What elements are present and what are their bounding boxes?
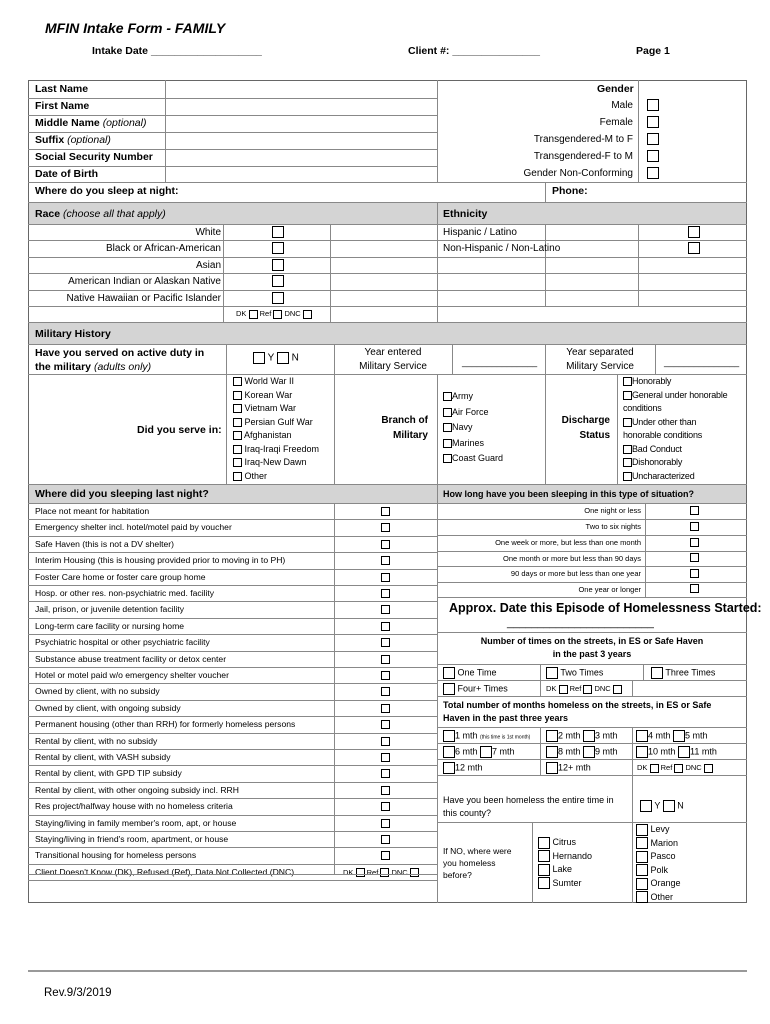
sleeping-option-label: Res project/halfway house with no homeless criteria <box>35 801 233 812</box>
howlong-checkbox[interactable] <box>690 538 699 547</box>
row-divider <box>28 536 438 537</box>
months-checkbox[interactable] <box>443 730 455 742</box>
howlong-checkbox[interactable] <box>690 553 699 562</box>
race-label: Race (choose all that apply) <box>35 208 166 220</box>
months-8-9: 8 mth 9 mth <box>546 746 618 758</box>
sleeping-option-label: Foster Care home or foster care group home <box>35 571 206 582</box>
gender-option-label: Female <box>599 117 633 128</box>
howlong-checkbox[interactable] <box>690 569 699 578</box>
war-checkbox[interactable] <box>233 431 242 440</box>
discharge-list: Honorably General under honorable conditions Under other than honorable conditions Bad Conduct Dishonorably Uncharacterized <box>623 376 728 481</box>
months-label: Total number of months homeless on the streets, in ES or Safe <box>443 700 712 710</box>
row-divider <box>28 634 438 635</box>
discharge-checkbox[interactable] <box>623 391 632 400</box>
sleeping-option-label: Long-term care facility or nursing home <box>35 620 185 631</box>
gender-checkbox[interactable] <box>647 150 659 162</box>
sleeping-option-label: Safe Haven (this is not a DV shelter) <box>35 538 174 549</box>
howlong-option-label: One year or longer <box>578 585 641 594</box>
year-separated-input[interactable]: _______________ <box>664 357 740 367</box>
sleeping-dk-ref-dnc: DK Ref DNC <box>343 868 419 878</box>
row-divider <box>28 749 438 750</box>
times-label: Number of times on the streets, in ES or Safe Haven <box>480 636 704 646</box>
gender-checkbox[interactable] <box>647 167 659 179</box>
last-name-input[interactable] <box>167 81 437 97</box>
county-list-2: Levy Marion Pasco Polk Orange Other <box>636 823 681 904</box>
race-dk-checkbox[interactable] <box>249 310 258 319</box>
row-divider <box>28 667 438 668</box>
howlong-option-label: One week or more, but less than one month <box>495 538 641 547</box>
months-checkbox[interactable] <box>443 746 455 758</box>
gender-option-label: Transgendered-M to F <box>533 134 633 145</box>
months-checkbox[interactable] <box>636 746 648 758</box>
race-option-label: Black or African-American <box>105 243 221 254</box>
suffix-input[interactable] <box>167 133 437 149</box>
intake-date-field[interactable]: Intake Date ___________________ <box>92 45 262 57</box>
sleeping-option-label: Client Doesn't Know (DK), Refused (Ref), Data Not Collected (DNC) <box>35 866 295 877</box>
months-checkbox[interactable] <box>678 746 690 758</box>
county-checkbox[interactable] <box>636 891 648 903</box>
where-before-question-3: before? <box>443 870 472 880</box>
sleeping-option-label: Owned by client, with no subsidy <box>35 686 160 697</box>
howlong-checkbox[interactable] <box>690 584 699 593</box>
served-question: Have you served on active duty in <box>35 347 205 359</box>
sleeping-dk-checkbox[interactable] <box>356 868 365 877</box>
sleeping-checkbox[interactable] <box>381 835 390 844</box>
war-checkbox[interactable] <box>233 418 242 427</box>
discharge-label-2: Status <box>579 430 610 441</box>
episode-date-input[interactable]: ________________________ <box>507 617 654 629</box>
year-entered-label: Year entered <box>364 347 422 358</box>
military-header-bar <box>29 323 746 344</box>
times-dk-checkbox[interactable] <box>559 685 568 694</box>
did-serve-label: Did you serve in: <box>137 424 222 436</box>
sleeping-checkbox[interactable] <box>381 573 390 582</box>
sleeping-option-label: Staying/living in friend's room, apartment, or house <box>35 834 229 844</box>
months-ref-checkbox[interactable] <box>674 764 683 773</box>
dob-input[interactable] <box>167 167 437 183</box>
months-dk-checkbox[interactable] <box>650 764 659 773</box>
row-divider <box>28 716 438 717</box>
race-option-label: White <box>195 227 221 238</box>
ssn-input[interactable] <box>167 150 437 166</box>
sleeping-checkbox[interactable] <box>381 704 390 713</box>
sleeping-checkbox[interactable] <box>381 720 390 729</box>
sleeping-option-label: Staying/living in family member's room, apt, or house <box>35 817 237 828</box>
sleeping-checkbox[interactable] <box>381 769 390 778</box>
branch-checkbox[interactable] <box>443 423 452 432</box>
ethnicity-option-label: Hispanic / Latino <box>443 227 517 238</box>
sleeping-checkbox[interactable] <box>381 753 390 762</box>
months-2-3: 2 mth 3 mth <box>546 730 618 742</box>
ethnicity-checkbox[interactable] <box>688 226 700 238</box>
discharge-label: Discharge <box>561 415 610 426</box>
gender-checkbox[interactable] <box>647 133 659 145</box>
wars-list: World War II Korean War Vietnam War Persian Gulf War Afghanistan Iraq-Iraqi Freedom Iraq-New Dawn Other <box>233 375 319 483</box>
year-entered-label-2: Military Service <box>359 361 427 372</box>
times-three: Three Times <box>651 667 715 679</box>
discharge-checkbox[interactable] <box>623 458 632 467</box>
row-divider <box>28 831 438 832</box>
race-checkbox[interactable] <box>272 275 284 287</box>
row-divider <box>28 782 438 783</box>
entire-county-yn: Y N <box>640 800 684 812</box>
war-checkbox[interactable] <box>233 458 242 467</box>
sleeping-checkbox[interactable] <box>381 687 390 696</box>
row-divider <box>28 815 438 816</box>
sleeping-option-label: Substance abuse treatment facility or detox center <box>35 653 227 664</box>
county-checkbox[interactable] <box>636 878 648 890</box>
row-divider <box>28 798 438 799</box>
race-checkbox[interactable] <box>272 259 284 271</box>
months-checkbox[interactable] <box>480 746 492 758</box>
howlong-checkbox[interactable] <box>690 506 699 515</box>
ethnicity-checkbox[interactable] <box>688 242 700 254</box>
ethnicity-label: Ethnicity <box>443 208 488 220</box>
sleeping-checkbox[interactable] <box>381 556 390 565</box>
row-divider <box>28 618 438 619</box>
sleeping-option-label: Owned by client, with ongoing subsidy <box>35 702 181 713</box>
row-divider <box>28 552 438 553</box>
county-list-1: Citrus Hernando Lake Sumter <box>538 836 592 890</box>
times-label-2: in the past 3 years <box>552 649 632 659</box>
sleeping-checkbox[interactable] <box>381 802 390 811</box>
revision-date: Rev.9/3/2019 <box>44 987 112 999</box>
where-before-question: If NO, where were <box>443 846 512 856</box>
county-checkbox[interactable] <box>636 824 648 836</box>
race-option-label: Asian <box>195 260 221 271</box>
sleeping-ref-checkbox[interactable] <box>380 868 389 877</box>
race-dnc-checkbox[interactable] <box>303 310 312 319</box>
form-title: MFIN Intake Form - FAMILY <box>45 20 226 36</box>
branch-label: Branch of <box>381 415 428 426</box>
row-divider <box>28 847 438 848</box>
sleeping-option-label: Psychiatric hospital or other psychiatric facility <box>35 637 210 648</box>
suffix-label: Suffix (optional) <box>35 134 111 146</box>
county-checkbox[interactable] <box>538 837 550 849</box>
months-1: 1 mth (this time is 1st month) <box>443 730 530 742</box>
middle-name-label: Middle Name (optional) <box>35 117 147 129</box>
times-four: Four+ Times <box>443 683 508 695</box>
months-checkbox[interactable] <box>546 730 558 742</box>
entire-no-checkbox[interactable] <box>663 800 675 812</box>
months-checkbox[interactable] <box>443 762 455 774</box>
times-one: One Time <box>443 667 497 679</box>
client-number-field[interactable]: Client #: _______________ <box>408 45 540 57</box>
race-checkbox[interactable] <box>272 242 284 254</box>
row-divider <box>28 733 438 734</box>
county-checkbox[interactable] <box>636 864 648 876</box>
county-checkbox[interactable] <box>538 877 550 889</box>
race-ref-checkbox[interactable] <box>273 310 282 319</box>
sleeping-dnc-checkbox[interactable] <box>410 868 419 877</box>
sleeping-checkbox[interactable] <box>381 655 390 664</box>
sleeping-checkbox[interactable] <box>381 589 390 598</box>
dob-label: Date of Birth <box>35 168 98 180</box>
sleeping-option-label: Transitional housing for homeless persons <box>35 850 197 861</box>
howlong-label: How long have you been sleeping in this type of situation? <box>443 489 695 499</box>
race-checkbox[interactable] <box>272 292 284 304</box>
last-name-label: Last Name <box>35 83 89 95</box>
months-6-7: 6 mth 7 mth <box>443 746 515 758</box>
race-dk-ref-dnc: DK Ref DNC <box>236 309 312 319</box>
page-number: Page 1 <box>636 45 670 57</box>
race-option-label: Native Hawaiian or Pacific Islander <box>66 293 221 304</box>
sleeping-checkbox[interactable] <box>381 622 390 631</box>
row-divider <box>28 569 438 570</box>
entire-county-question: Have you been homeless the entire time in <box>443 795 614 805</box>
served-yn: Y N <box>253 352 299 364</box>
branch-list: Army Air Force Navy Marines Coast Guard <box>443 389 503 467</box>
row-divider <box>28 651 438 652</box>
sleeping-option-label: Rental by client, with other ongoing subsidy incl. RRH <box>35 784 239 795</box>
sleeping-option-label: Rental by client, with no subsidy <box>35 735 158 746</box>
phone-label: Phone: <box>552 185 588 197</box>
discharge-checkbox[interactable] <box>623 445 632 454</box>
sleeping-label: Where did you sleeping last night? <box>35 488 209 500</box>
first-name-label: First Name <box>35 100 90 112</box>
times-three-checkbox[interactable] <box>651 667 663 679</box>
row-divider <box>28 601 438 602</box>
row-divider <box>28 683 438 684</box>
months-checkbox[interactable] <box>673 730 685 742</box>
times-one-checkbox[interactable] <box>443 667 455 679</box>
row-divider <box>28 864 438 865</box>
gender-option-label: Gender Non-Conforming <box>523 168 633 179</box>
sleeping-option-label: Rental by client, with VASH subsidy <box>35 752 171 762</box>
times-ref-checkbox[interactable] <box>583 685 592 694</box>
months-12: 12 mth <box>443 762 483 774</box>
sleeping-checkbox[interactable] <box>381 507 390 516</box>
ssn-label: Social Security Number <box>35 151 153 163</box>
war-checkbox[interactable] <box>233 472 242 481</box>
year-entered-input[interactable]: _______________ <box>462 357 538 367</box>
discharge-checkbox[interactable] <box>623 377 632 386</box>
branch-checkbox[interactable] <box>443 454 452 463</box>
race-option-label: American Indian or Alaskan Native <box>68 276 221 287</box>
sleeping-option-label: Hosp. or other res. non-psychiatric med. facility <box>35 588 215 598</box>
howlong-option-label: Two to six nights <box>585 522 641 531</box>
entire-yes-checkbox[interactable] <box>640 800 652 812</box>
served-question-2: the military (adults only) <box>35 361 152 373</box>
months-10-11: 10 mth 11 mth <box>636 746 717 758</box>
war-checkbox[interactable] <box>233 391 242 400</box>
war-checkbox[interactable] <box>233 404 242 413</box>
first-name-input[interactable] <box>167 99 437 115</box>
times-four-checkbox[interactable] <box>443 683 455 695</box>
times-two: Two Times <box>546 667 603 679</box>
months-12plus: 12+ mth <box>546 762 591 774</box>
episode-label: Approx. Date this Episode of Homelessness Started: <box>449 601 762 615</box>
war-checkbox[interactable] <box>233 377 242 386</box>
sleeping-checkbox[interactable] <box>381 737 390 746</box>
months-label-2: Haven in the past three years <box>443 713 569 723</box>
months-checkbox[interactable] <box>546 746 558 758</box>
sleeping-checkbox[interactable] <box>381 786 390 795</box>
war-checkbox[interactable] <box>233 445 242 454</box>
months-4-5: 4 mth 5 mth <box>636 730 708 742</box>
howlong-option-label: One month or more but less than 90 days <box>503 554 641 563</box>
sleeping-option-label: Hotel or motel paid w/o emergency shelter voucher <box>35 670 229 680</box>
times-dnc-checkbox[interactable] <box>613 685 622 694</box>
year-separated-label: Year separated <box>566 347 634 358</box>
sleeping-checkbox[interactable] <box>381 605 390 614</box>
branch-checkbox[interactable] <box>443 392 452 401</box>
middle-name-input[interactable] <box>167 116 437 132</box>
row-divider <box>28 519 438 520</box>
sleeping-option-label: Place not meant for habitation <box>35 506 150 516</box>
months-checkbox[interactable] <box>636 730 648 742</box>
sleeping-checkbox[interactable] <box>381 819 390 828</box>
discharge-checkbox[interactable] <box>623 472 632 481</box>
gender-option-label: Male <box>611 100 633 111</box>
gender-label: Gender <box>597 83 634 95</box>
months-checkbox[interactable] <box>583 746 595 758</box>
months-dnc-checkbox[interactable] <box>704 764 713 773</box>
sleeping-checkbox[interactable] <box>381 523 390 532</box>
discharge-checkbox[interactable] <box>623 418 632 427</box>
months-checkbox[interactable] <box>546 762 558 774</box>
row-divider <box>28 880 438 881</box>
howlong-checkbox[interactable] <box>690 522 699 531</box>
county-checkbox[interactable] <box>636 851 648 863</box>
howlong-option-label: One night or less <box>584 506 641 515</box>
race-checkbox[interactable] <box>272 226 284 238</box>
times-two-checkbox[interactable] <box>546 667 558 679</box>
sleeping-checkbox[interactable] <box>381 671 390 680</box>
row-divider <box>28 585 438 586</box>
branch-checkbox[interactable] <box>443 439 452 448</box>
sleeping-option-label: Interim Housing (this is housing provided prior to moving in to PH) <box>35 555 286 566</box>
months-dk-ref-dnc: DK Ref DNC <box>637 763 713 773</box>
branch-label-2: Military <box>392 430 428 441</box>
sleeping-option-label: Jail, prison, or juvenile detention facility <box>35 604 185 615</box>
where-before-question-2: you homeless <box>443 858 496 868</box>
sleeping-option-label: Permanent housing (other than RRH) for formerly homeless persons <box>35 719 296 730</box>
gender-checkbox[interactable] <box>647 99 659 111</box>
entire-county-question-2: this county? <box>443 808 492 818</box>
county-checkbox[interactable] <box>538 850 550 862</box>
county-checkbox[interactable] <box>636 837 648 849</box>
served-yes-checkbox[interactable] <box>253 352 265 364</box>
row-divider <box>28 765 438 766</box>
months-checkbox[interactable] <box>583 730 595 742</box>
county-checkbox[interactable] <box>538 864 550 876</box>
sleeping-checkbox[interactable] <box>381 540 390 549</box>
gender-checkbox[interactable] <box>647 116 659 128</box>
sleeping-option-label: Rental by client, with GPD TIP subsidy <box>35 768 182 779</box>
gender-option-label: Transgendered-F to M <box>533 151 633 162</box>
row-divider <box>28 700 438 701</box>
sleep-night-label: Where do you sleep at night: <box>35 185 179 197</box>
sleeping-option-label: Emergency shelter incl. hotel/motel paid by voucher <box>35 522 232 533</box>
served-no-checkbox[interactable] <box>277 352 289 364</box>
branch-checkbox[interactable] <box>443 408 452 417</box>
year-separated-label-2: Military Service <box>566 361 634 372</box>
sleeping-checkbox[interactable] <box>381 851 390 860</box>
times-dk-ref-dnc: DK Ref DNC <box>546 684 622 694</box>
ethnicity-option-label: Non-Hispanic / Non-Latino <box>443 243 561 254</box>
howlong-option-label: 90 days or more but less than one year <box>510 569 641 578</box>
sleeping-checkbox[interactable] <box>381 638 390 647</box>
military-history-label: Military History <box>35 328 111 340</box>
